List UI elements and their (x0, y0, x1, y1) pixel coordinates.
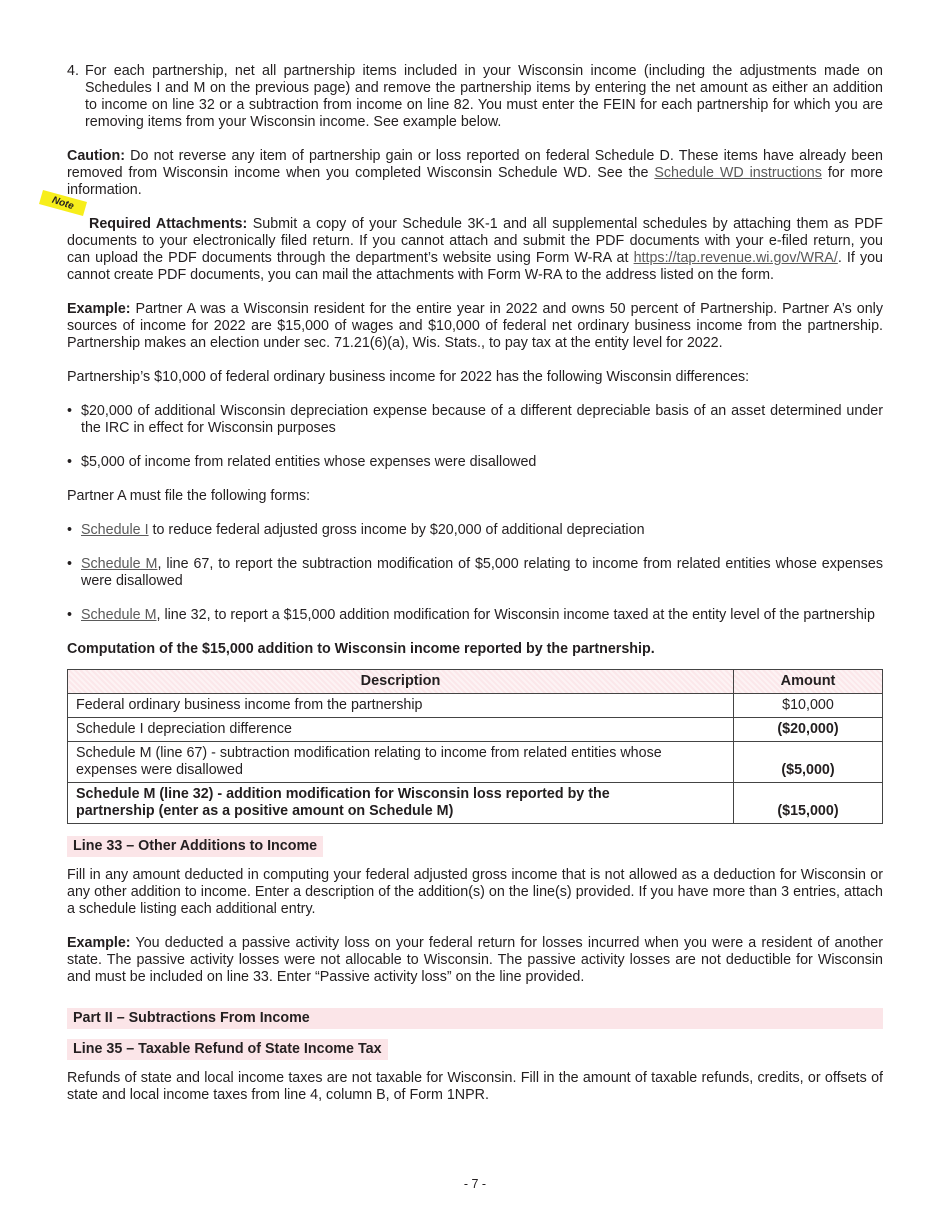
schedule-i-link[interactable]: Schedule I (81, 522, 149, 538)
example-1-paragraph (67, 301, 883, 352)
row-4-amount: ($15,000) (734, 783, 883, 824)
bullet-icon: • (67, 522, 73, 538)
forms-bullet-1-text: to reduce federal adjusted gross income by $20,000 of additional depreciation (148, 522, 645, 538)
item-4-text: For each partnership, net all partnership items included in your Wisconsin income (including the adjustments made on Schedules I and M on the previous page) and remove the partnership items by entering the net amount as either an addition to income on line 32 or a subtraction from income on line 82. You must enter the FEIN for each partnership for which you are removing items from your Wisconsin income. See example below. (85, 63, 883, 130)
row-1-amount: $10,000 (734, 694, 883, 718)
page-content (50, 63, 884, 1104)
table-row (68, 742, 883, 783)
header-amount: Amount (734, 670, 883, 694)
row-1-description: Federal ordinary business income from the partnership (68, 694, 734, 718)
note-icon-text: Note (50, 194, 76, 213)
note-block (50, 194, 883, 284)
part-2-heading: Part II – Subtractions From Income (67, 1008, 883, 1029)
line-35-text: Refunds of state and local income taxes are not taxable for Wisconsin. Fill in the amount of taxable refunds, credits, or offsets of state and local income taxes from line 4, column B, of Form 1NPR. (67, 1070, 883, 1103)
bullet-icon: • (67, 403, 73, 419)
line-33-heading: Line 33 – Other Additions to Income (67, 836, 323, 857)
forms-intro: Partner A must file the following forms: (67, 488, 311, 504)
schedule-m-link-2[interactable]: Schedule M (81, 607, 157, 623)
row-2-amount: ($20,000) (734, 718, 883, 742)
note-text-2: . If you cannot create PDF documents, you can mail the attachments with Form W-RA to the address listed on the form. (67, 250, 883, 283)
example-2-paragraph (67, 935, 883, 986)
schedule-wd-link[interactable]: Schedule WD instructions (654, 165, 822, 181)
computation-table (67, 669, 883, 824)
differences-intro: Partnership’s $10,000 of federal ordinary business income for 2022 has the following Wisconsin differences: (67, 369, 750, 385)
header-description: Description (68, 670, 734, 694)
note-paragraph (67, 216, 883, 284)
note-label: Required Attachments: (89, 216, 248, 232)
difference-bullet-2 (67, 454, 883, 471)
caution-text-2: for more information. (67, 165, 883, 198)
example-2-label: Example: (67, 935, 131, 951)
line-33-text: Fill in any amount deducted in computing your federal adjusted gross income that is not allowed as a deduction for Wisconsin or any other addition to income. Enter a description of the addition(s) on the line(s) provided. If you have more than 3 entries, attach a schedule listing each additional entry. (67, 867, 883, 917)
row-3-amount: ($5,000) (734, 742, 883, 783)
forms-bullet-3 (67, 607, 883, 624)
table-row (68, 783, 883, 824)
computation-title (67, 641, 883, 658)
example-2-text: You deducted a passive activity loss on your federal return for losses incurred when you were a resident of another state. The passive activity losses were not allocable to Wisconsin. The passive activity losses are not deductible for Wisconsin and must be included on line 33. Enter “Passive activity loss” on the line provided. (67, 935, 883, 985)
bullet-icon: • (67, 454, 73, 470)
forms-bullet-2-text: , line 67, to report the subtraction modification of $5,000 relating to income from related entities whose expenses were disallowed (81, 556, 884, 589)
caution-paragraph (67, 148, 883, 199)
example-1-label: Example: (67, 301, 131, 317)
forms-bullet-2 (67, 556, 883, 590)
difference-bullet-2-text: $5,000 of income from related entities whose expenses were disallowed (81, 454, 537, 470)
page-number: - 7 - (463, 1177, 487, 1191)
row-4-description: Schedule M (line 32) - addition modification for Wisconsin loss reported by the partnership (enter as a positive amount on Schedule M) (68, 783, 734, 824)
wra-link[interactable]: https://tap.revenue.wi.gov/WRA/ (633, 250, 838, 266)
table-header-row (68, 670, 883, 694)
forms-bullet-3-text: , line 32, to report a $15,000 addition modification for Wisconsin income taxed at the entity level of the partnership (156, 607, 875, 623)
item-4 (67, 63, 883, 131)
bullet-icon: • (67, 556, 73, 572)
forms-bullet-1 (67, 522, 883, 539)
line-35-heading: Line 35 – Taxable Refund of State Income Tax (67, 1039, 388, 1060)
item-4-number: 4. (67, 63, 79, 79)
bullet-icon: • (67, 607, 73, 623)
note-text-1: Submit a copy of your Schedule 3K-1 and all supplemental schedules by attaching them as PDF documents to your electronically filed return. If you cannot attach and submit the PDF documents with your e-filed return, you can upload the PDF documents through the department’s website using Form W-RA at (67, 216, 883, 266)
difference-bullet-1-text: $20,000 of additional Wisconsin depreciation expense because of a different depreciable basis of an asset determined under the IRC in effect for Wisconsin purposes (81, 403, 883, 436)
schedule-m-link-1[interactable]: Schedule M (81, 556, 158, 572)
row-2-description: Schedule I depreciation difference (68, 718, 734, 742)
caution-text-1: Do not reverse any item of partnership gain or loss reported on federal Schedule D. These items have already been removed from Wisconsin income when you completed Wisconsin Schedule WD. See the (67, 148, 883, 181)
row-3-description: Schedule M (line 67) - subtraction modification relating to income from related entities whose expenses were disallowed (68, 742, 734, 783)
caution-label: Caution: (67, 148, 125, 164)
table-row (68, 718, 883, 742)
note-sticker-icon (37, 188, 91, 218)
difference-bullet-1 (67, 403, 883, 437)
table-row (68, 694, 883, 718)
computation-title-text: Computation of the $15,000 addition to Wisconsin income reported by the partnership. (67, 641, 655, 657)
example-1-text: Partner A was a Wisconsin resident for the entire year in 2022 and owns 50 percent of Partnership. Partner A’s only sources of income for 2022 are $15,000 of wages and $10,000 of federal net ordinary business income from the partnership. Partnership makes an election under sec. 71.21(6)(a), Wis. Stats., to pay tax at the entity level for 2022. (67, 301, 883, 351)
